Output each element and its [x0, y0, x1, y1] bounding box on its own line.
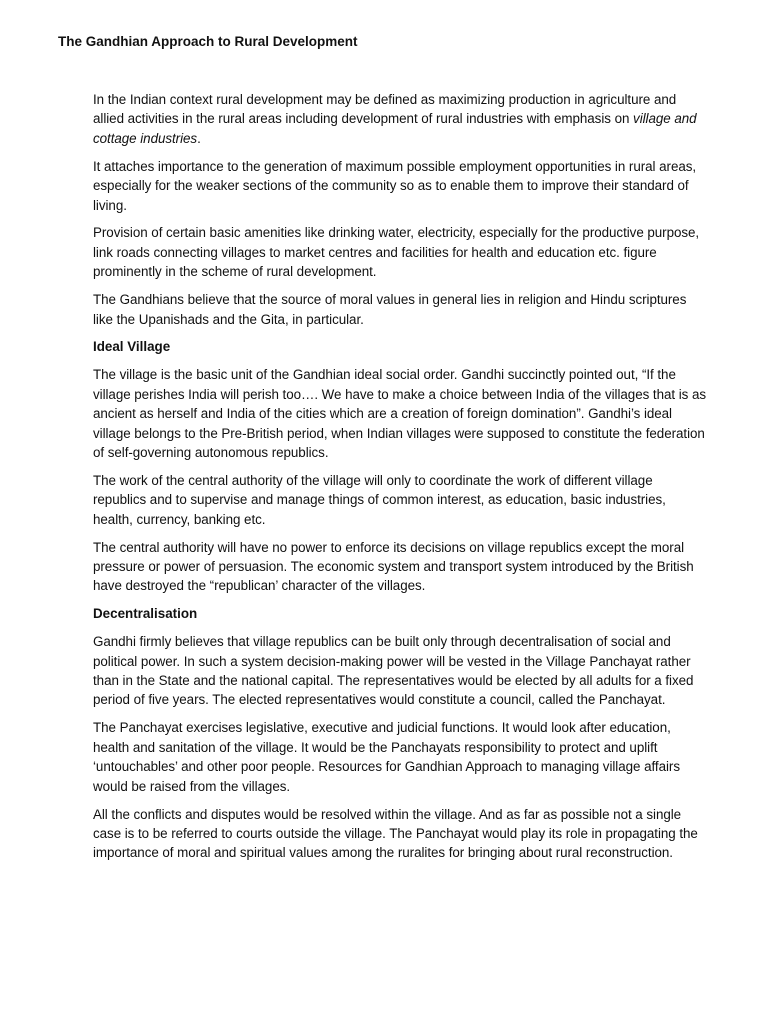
intro-emphasis: village and cottage industries	[93, 111, 697, 146]
paragraph-decentralisation: Gandhi firmly believes that village republics can be built only through decentralisation of social and political power. In such a system decision-making power will be vested in the Village Panchayat rather than in the State and the national capital. The representatives would be elected by all adults for a fixed period of five years. The elected representatives would constitute a council, called the Panchayat.	[93, 634, 694, 708]
paragraph-moral-values: The Gandhians believe that the source of moral values in general lies in religion and Hindu scriptures like the Upanishads and the Gita, in particular.	[93, 292, 687, 327]
paragraph-central-authority-work: The work of the central authority of the village will only to coordinate the work of different village republics and to supervise and manage things of common interest, as education, basic industries, health, currency, banking etc.	[93, 472, 666, 527]
intro-paragraph	[93, 90, 708, 148]
paragraph-village-unit: The village is the basic unit of the Gandhian ideal social order. Gandhi succinctly pointed out, “If the village perishes India will perish too…. We have to make a choice between India of the villages that is as ancient as herself and India of the cities which are a creation of foreign domination”. Gandhi’s ideal village belongs to the Pre-British period, when Indian villages were supposed to constitute the federation of self-governing autonomous republics.	[93, 367, 706, 460]
heading-ideal-village: Ideal Village	[93, 339, 171, 355]
document-body	[93, 90, 708, 871]
paragraph-central-authority-power: The central authority will have no power to enforce its decisions on village republics except the moral pressure or power of persuasion. The economic system and transport system introduced by the British have destroyed the “republican’ character of the villages.	[93, 539, 694, 594]
document-title: The Gandhian Approach to Rural Development	[58, 34, 358, 49]
paragraph-amenities: Provision of certain basic amenities like drinking water, electricity, especially for the productive purpose, link roads connecting villages to market centres and facilities for health and education etc. figure prominently in the scheme of rural development.	[93, 225, 700, 280]
paragraph-panchayat-functions: The Panchayat exercises legislative, executive and judicial functions. It would look after education, health and sanitation of the village. It would be the Panchayats responsibility to protect and uplift ‘untouchables’ and other poor people. Resources for Gandhian Approach to managing village affairs would be raised from the villages.	[93, 720, 680, 794]
paragraph-employment: It attaches importance to the generation of maximum possible employment opportunities in rural areas, especially for the weaker sections of the community so as to enable them to improve their standard of living.	[93, 158, 697, 213]
paragraph-conflicts: All the conflicts and disputes would be resolved within the village. And as far as possible not a single case is to be referred to courts outside the village. The Panchayat would play its role in propagating the importance of moral and spiritual values among the ruralites for bringing about rural reconstruction.	[93, 806, 698, 861]
heading-decentralisation: Decentralisation	[93, 606, 198, 622]
intro-text-end: .	[197, 130, 201, 146]
intro-text: In the Indian context rural development may be defined as maximizing production in agriculture and allied activities in the rural areas including development of rural industries with emphasis on	[93, 92, 677, 127]
